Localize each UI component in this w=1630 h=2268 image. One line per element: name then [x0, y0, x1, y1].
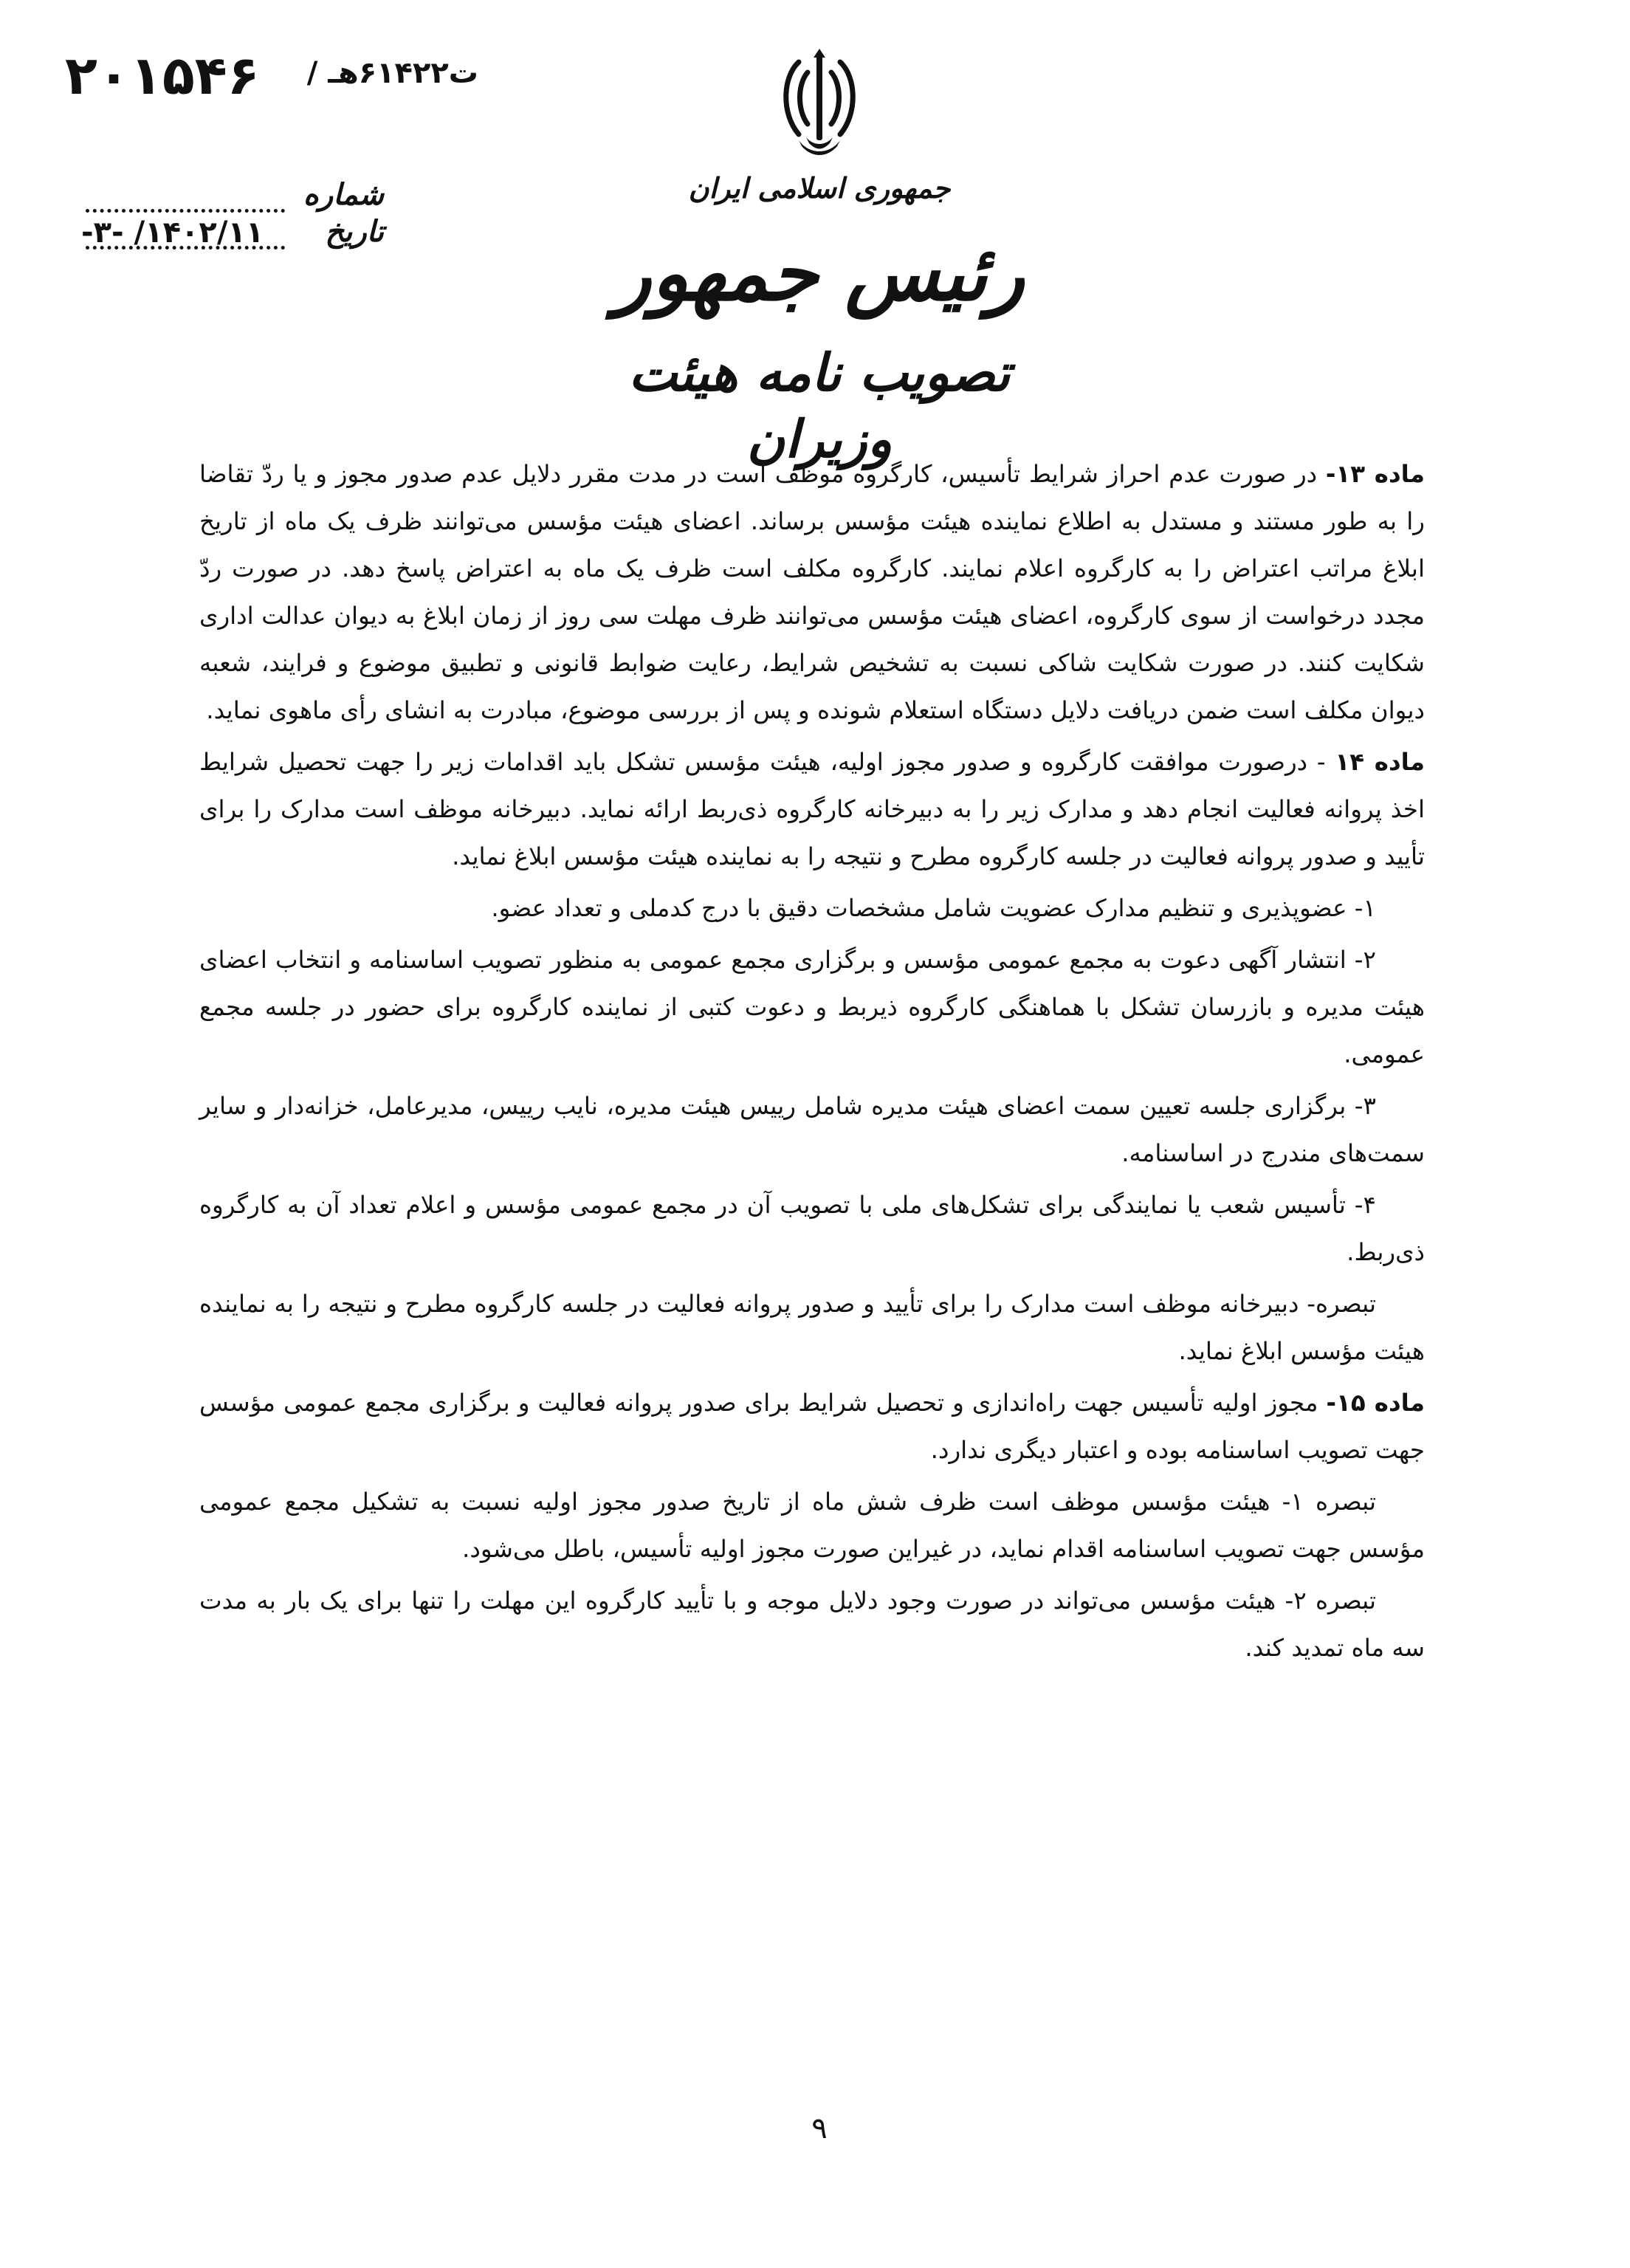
date-value: ۱۴۰۲/۱۱/ -۳- — [81, 216, 264, 250]
article-14-item-2: ۲- انتشار آگهی دعوت به مجمع عمومی مؤسس و برگزاری مجمع عمومی به منظور تصویب اساسنامه و انتخاب اعضای هیئت مدیره و بازرسان تشکل با هماهنگی کارگروه ذیربط و دعوت کتبی از نماینده کارگروه برای حضور در جلسه مجمع عمومی. — [199, 946, 1425, 1068]
article-15-note-1: تبصره ۱- هیئت مؤسس موظف است ظرف شش ماه از تاریخ صدور مجوز اولیه نسبت به تشکیل مجمع عمومی مؤسس جهت تصویب اساسنامه اقدام نماید، در غیراین صورت مجوز اولیه تأسیس، باطل می‌شود. — [199, 1488, 1425, 1563]
article-15-note-2: تبصره ۲- هیئت مؤسس می‌تواند در صورت وجود دلایل موجه و با تأیید کارگروه این مهلت را تنها برای یک بار به مدت سه ماه تمدید کند. — [199, 1587, 1425, 1662]
article-14-item-4: ۴- تأسیس شعب یا نمایندگی برای تشکل‌های ملی با تصویب آن در مجمع عمومی مؤسس و اعلام تعداد آن به کارگروه ذی‌ربط. — [199, 1191, 1425, 1266]
article-13 — [199, 450, 1425, 734]
article-14-note: تبصره- دبیرخانه موظف است مدارک را برای تأیید و صدور پروانه فعالیت در جلسه کارگروه مطرح و نتیجه را به نماینده هیئت مؤسس ابلاغ نماید. — [199, 1290, 1425, 1365]
national-emblem-icon — [777, 47, 862, 158]
number-row — [81, 177, 384, 219]
country-name: جمهوری اسلامی ایران — [688, 171, 951, 205]
reference-block — [65, 44, 478, 111]
office-title: رئیس جمهور — [614, 227, 1025, 318]
registration-number: ۲۰۱۵۴۶ — [65, 44, 260, 106]
article-14 — [199, 738, 1425, 880]
article-15-text: مجوز اولیه تأسیس جهت راه‌اندازی و تحصیل شرایط برای صدور پروانه فعالیت و برگزاری مجمع عمومی مؤسس جهت تصویب اساسنامه بوده و اعتبار دیگری ندارد. — [199, 1389, 1425, 1464]
article-14-item-3: ۳- برگزاری جلسه تعیین سمت اعضای هیئت مدیره شامل رییس هیئت مدیره، نایب رییس، مدیرعامل، خزانه‌دار و سایر سمت‌های مندرج در اساسنامه. — [199, 1092, 1425, 1167]
document-body — [199, 450, 1425, 1676]
number-dotted-line — [86, 209, 285, 213]
number-label: شماره — [303, 177, 384, 212]
date-row — [81, 214, 384, 255]
page-number: ۹ — [811, 2111, 828, 2145]
document-type: تصویب نامه هیئت وزیران — [628, 342, 1011, 470]
date-label: تاریخ — [325, 214, 384, 249]
article-15-label: ماده ۱۵- — [1326, 1389, 1425, 1417]
article-14-label: ماده ۱۴ — [1335, 748, 1425, 776]
article-13-label: ماده ۱۳- — [1325, 460, 1425, 488]
article-14-item-1: ۱- عضوپذیری و تنظیم مدارک عضویت شامل مشخصات دقیق با درج کدملی و تعداد عضو. — [491, 894, 1376, 922]
reference-code: ت۶۱۴۲۲هـ / — [306, 56, 478, 90]
article-15 — [199, 1379, 1425, 1474]
article-13-text: در صورت عدم احراز شرایط تأسیس، کارگروه موظف است در مدت مقرر دلایل عدم صدور مجوز و یا ردّ تقاضا را به طور مستند و مستدل به اطلاع نماینده هیئت مؤسس برساند. اعضای هیئت مؤسس می‌توانند ظرف یک ماه از تاریخ ابلاغ مراتب اعتراض را به کارگروه اعلام نمایند. کارگروه مکلف است ظرف یک ماه به اعتراض پاسخ دهد. در صورت ردّ مجدد درخواست از سوی کارگروه، اعضای هیئت مؤسس می‌توانند ظرف مهلت سی روز از زمان ابلاغ به دیوان عدالت اداری شکایت کنند. در صورت شکایت شاکی نسبت به تشخیص شرایط، رعایت ضوابط قانونی و تطبیق موضوع و فرایند، شعبه دیوان مکلف است ضمن دریافت دلایل دستگاه استعلام شونده و پس از بررسی موضوع، مبادرت به انشای رأی ماهوی نماید. — [199, 460, 1425, 724]
article-14-text: - درصورت موافقت کارگروه و صدور مجوز اولیه، هیئت مؤسس تشکل باید اقدامات زیر را جهت تحصیل شرایط اخذ پروانه فعالیت انجام دهد و مدارک زیر را به دبیرخانه کارگروه ذی‌ربط ارائه نماید. دبیرخانه موظف است مدارک را برای تأیید و صدور پروانه فعالیت در جلسه کارگروه مطرح و نتیجه را به نماینده هیئت مؤسس ابلاغ نماید. — [199, 748, 1425, 870]
